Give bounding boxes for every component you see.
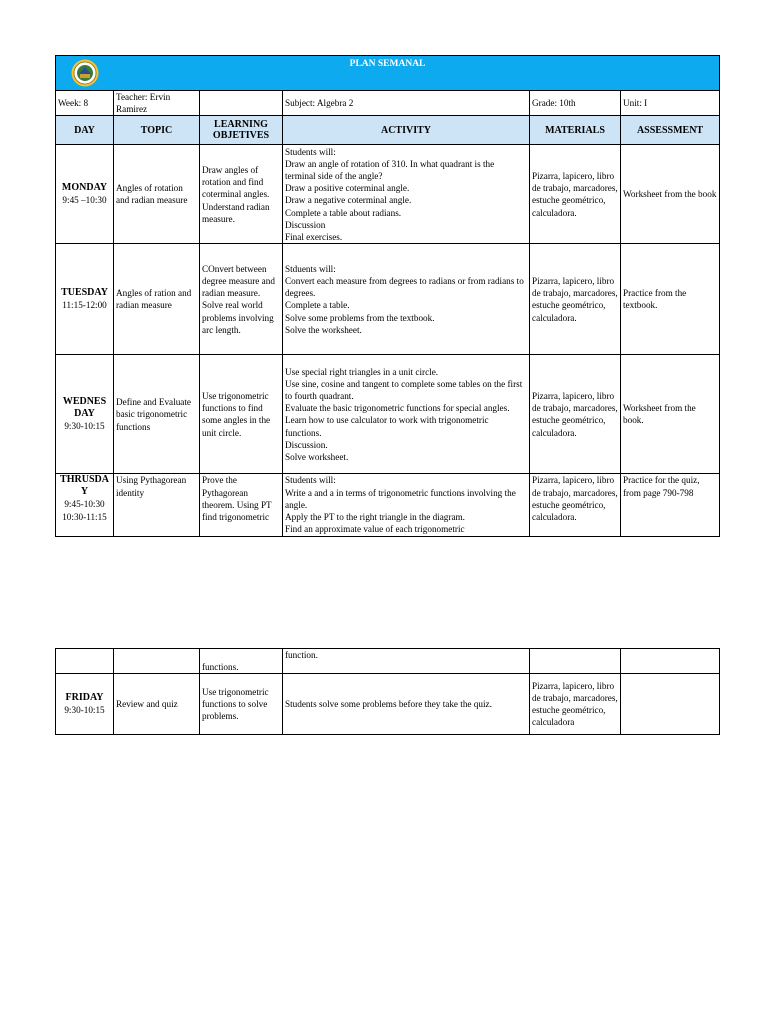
- activity-line: Students will:: [285, 475, 336, 486]
- topic-cell: Define and Evaluate basic trigonometric functions: [114, 355, 200, 474]
- activity-line: Solve the worksheet.: [285, 324, 362, 335]
- objectives-cell: COnvert between degree measure and radian measure. Solve real world problems involving arc length.: [200, 244, 283, 355]
- subject-cell: Subject: Algebra 2: [283, 91, 530, 116]
- assessment-cell: [621, 674, 720, 735]
- materials-cell: Pizarra, lapicero, libro de trabajo, marcadores, estuche geométrico, calculadora: [530, 674, 621, 735]
- col-header-assessment: ASSESSMENT: [621, 116, 720, 145]
- activity-line: Solve worksheet.: [285, 452, 349, 463]
- activity-line: Find an approximate value of each trigonometric: [285, 524, 465, 535]
- assessment-cell: Worksheet from the book.: [621, 355, 720, 474]
- activity-cell: function.: [283, 649, 530, 674]
- day-cell: [56, 145, 114, 244]
- day-time: 11:15-12:00: [62, 300, 107, 311]
- activity-line: Evaluate the basic trigonometric functions for special angles.: [285, 403, 510, 414]
- title-banner: [56, 56, 720, 91]
- day-name: FRIDAY: [65, 691, 104, 703]
- topic-cell: Using Pythagorean identity: [114, 474, 200, 537]
- col-header-day: DAY: [56, 116, 114, 145]
- materials-cell: Pizarra, lapicero, libro de trabajo, marcadores, estuche geométrico, calculadora.: [530, 474, 621, 537]
- activity-line: Use special right triangles in a unit circle.: [285, 366, 439, 377]
- topic-cell: Review and quiz: [114, 674, 200, 735]
- activity-line: Students will:: [285, 146, 336, 157]
- col-header-topic: TOPIC: [114, 116, 200, 145]
- table-row: [56, 474, 720, 537]
- weekly-plan-table: [55, 55, 720, 537]
- assessment-cell: Practice for the quiz, from page 790-798: [621, 474, 720, 537]
- activity-cell: Students solve some problems before they take the quiz.: [283, 674, 530, 735]
- activity-line: Stduents will:: [285, 263, 336, 274]
- page-title: PLAN SEMANAL: [349, 59, 426, 69]
- activity-line: Use sine, cosine and tangent to complete some tables on the first to fourth quadrant.: [285, 378, 523, 401]
- activity-line: Draw a positive coterminal angle.: [285, 183, 410, 194]
- table-row: [56, 355, 720, 474]
- day-time: 9:30-10:15: [64, 704, 105, 715]
- day-cell: [56, 244, 114, 355]
- activity-line: Final exercises.: [285, 232, 343, 243]
- table-row: [56, 145, 720, 244]
- table-row: [56, 649, 720, 674]
- grade-cell: Grade: 10th: [530, 91, 621, 116]
- objectives-cell: Use trigonometric functions to find some angles in the unit circle.: [200, 355, 283, 474]
- day-cell: [56, 474, 114, 537]
- assessment-cell: Practice from the textbook.: [621, 244, 720, 355]
- objectives-cell: Draw angles of rotation and find coterminal angles. Understand radian measure.: [200, 145, 283, 244]
- day-name: TUESDAY: [61, 287, 108, 299]
- materials-cell: Pizarra, lapicero, libro de trabajo, marcadores, estuche geométrico, calculadora.: [530, 145, 621, 244]
- day-time: 9:45-10:30 10:30-11:15: [62, 499, 107, 522]
- activity-cell: [283, 145, 530, 244]
- table-row: [56, 244, 720, 355]
- activity-cell: [283, 474, 530, 537]
- day-name: MONDAY: [61, 182, 108, 194]
- materials-cell: Pizarra, lapicero, libro de trabajo, marcadores, estuche geométrico, calculadora.: [530, 244, 621, 355]
- activity-line: Draw a negative coterminal angle.: [285, 195, 412, 206]
- objectives-cell: functions.: [200, 649, 283, 674]
- teacher-cell: Teacher: Ervin Ramirez: [114, 91, 200, 116]
- unit-cell: Unit: I: [621, 91, 720, 116]
- activity-line: Solve some problems from the textbook.: [285, 312, 435, 323]
- topic-cell: Angles of ration and radian measure: [114, 244, 200, 355]
- day-cell: [56, 355, 114, 474]
- week-cell: Week: 8: [56, 91, 114, 116]
- continuation-table: [55, 648, 720, 735]
- day-name: THRUSDA Y: [60, 474, 109, 498]
- day-name: WEDNES DAY: [62, 396, 107, 420]
- objectives-cell: Prove the Pythagorean theorem. Using PT find trigonometric: [200, 474, 283, 537]
- materials-cell: Pizarra, lapicero, libro de trabajo, marcadores, estuche geométrico, calculadora.: [530, 355, 621, 474]
- activity-cell: [283, 244, 530, 355]
- activity-line: Discussion.: [285, 439, 328, 450]
- activity-line: Apply the PT to the right triangle in the diagram.: [285, 512, 465, 523]
- objectives-cell: Use trigonometric functions to solve problems.: [200, 674, 283, 735]
- activity-line: Complete a table about radians.: [285, 207, 402, 218]
- col-header-objectives: LEARNING OBJETIVES: [200, 116, 283, 145]
- day-time: 9:45 –10:30: [62, 195, 107, 206]
- activity-line: Learn how to use calculator to work with trigonometric functions.: [285, 415, 489, 438]
- activity-line: Draw an angle of rotation of 310. In what quadrant is the terminal side of the angle?: [285, 158, 495, 181]
- activity-cell: [283, 355, 530, 474]
- activity-line: Convert each measure from degrees to radians or from radians to degrees.: [285, 276, 524, 299]
- day-time: 9:30-10:15: [64, 421, 105, 432]
- assessment-cell: Worksheet from the book: [621, 145, 720, 244]
- col-header-activity: ACTIVITY: [283, 116, 530, 145]
- day-cell: [56, 674, 114, 735]
- activity-line: Write a and a in terms of trigonometric functions involving the angle.: [285, 487, 516, 510]
- activity-line: Discussion: [285, 219, 326, 230]
- topic-cell: Angles of rotation and radian measure: [114, 145, 200, 244]
- info-row: [56, 91, 720, 116]
- column-header-row: [56, 116, 720, 145]
- activity-line: Complete a table.: [285, 300, 350, 311]
- col-header-materials: MATERIALS: [530, 116, 621, 145]
- table-row: [56, 674, 720, 735]
